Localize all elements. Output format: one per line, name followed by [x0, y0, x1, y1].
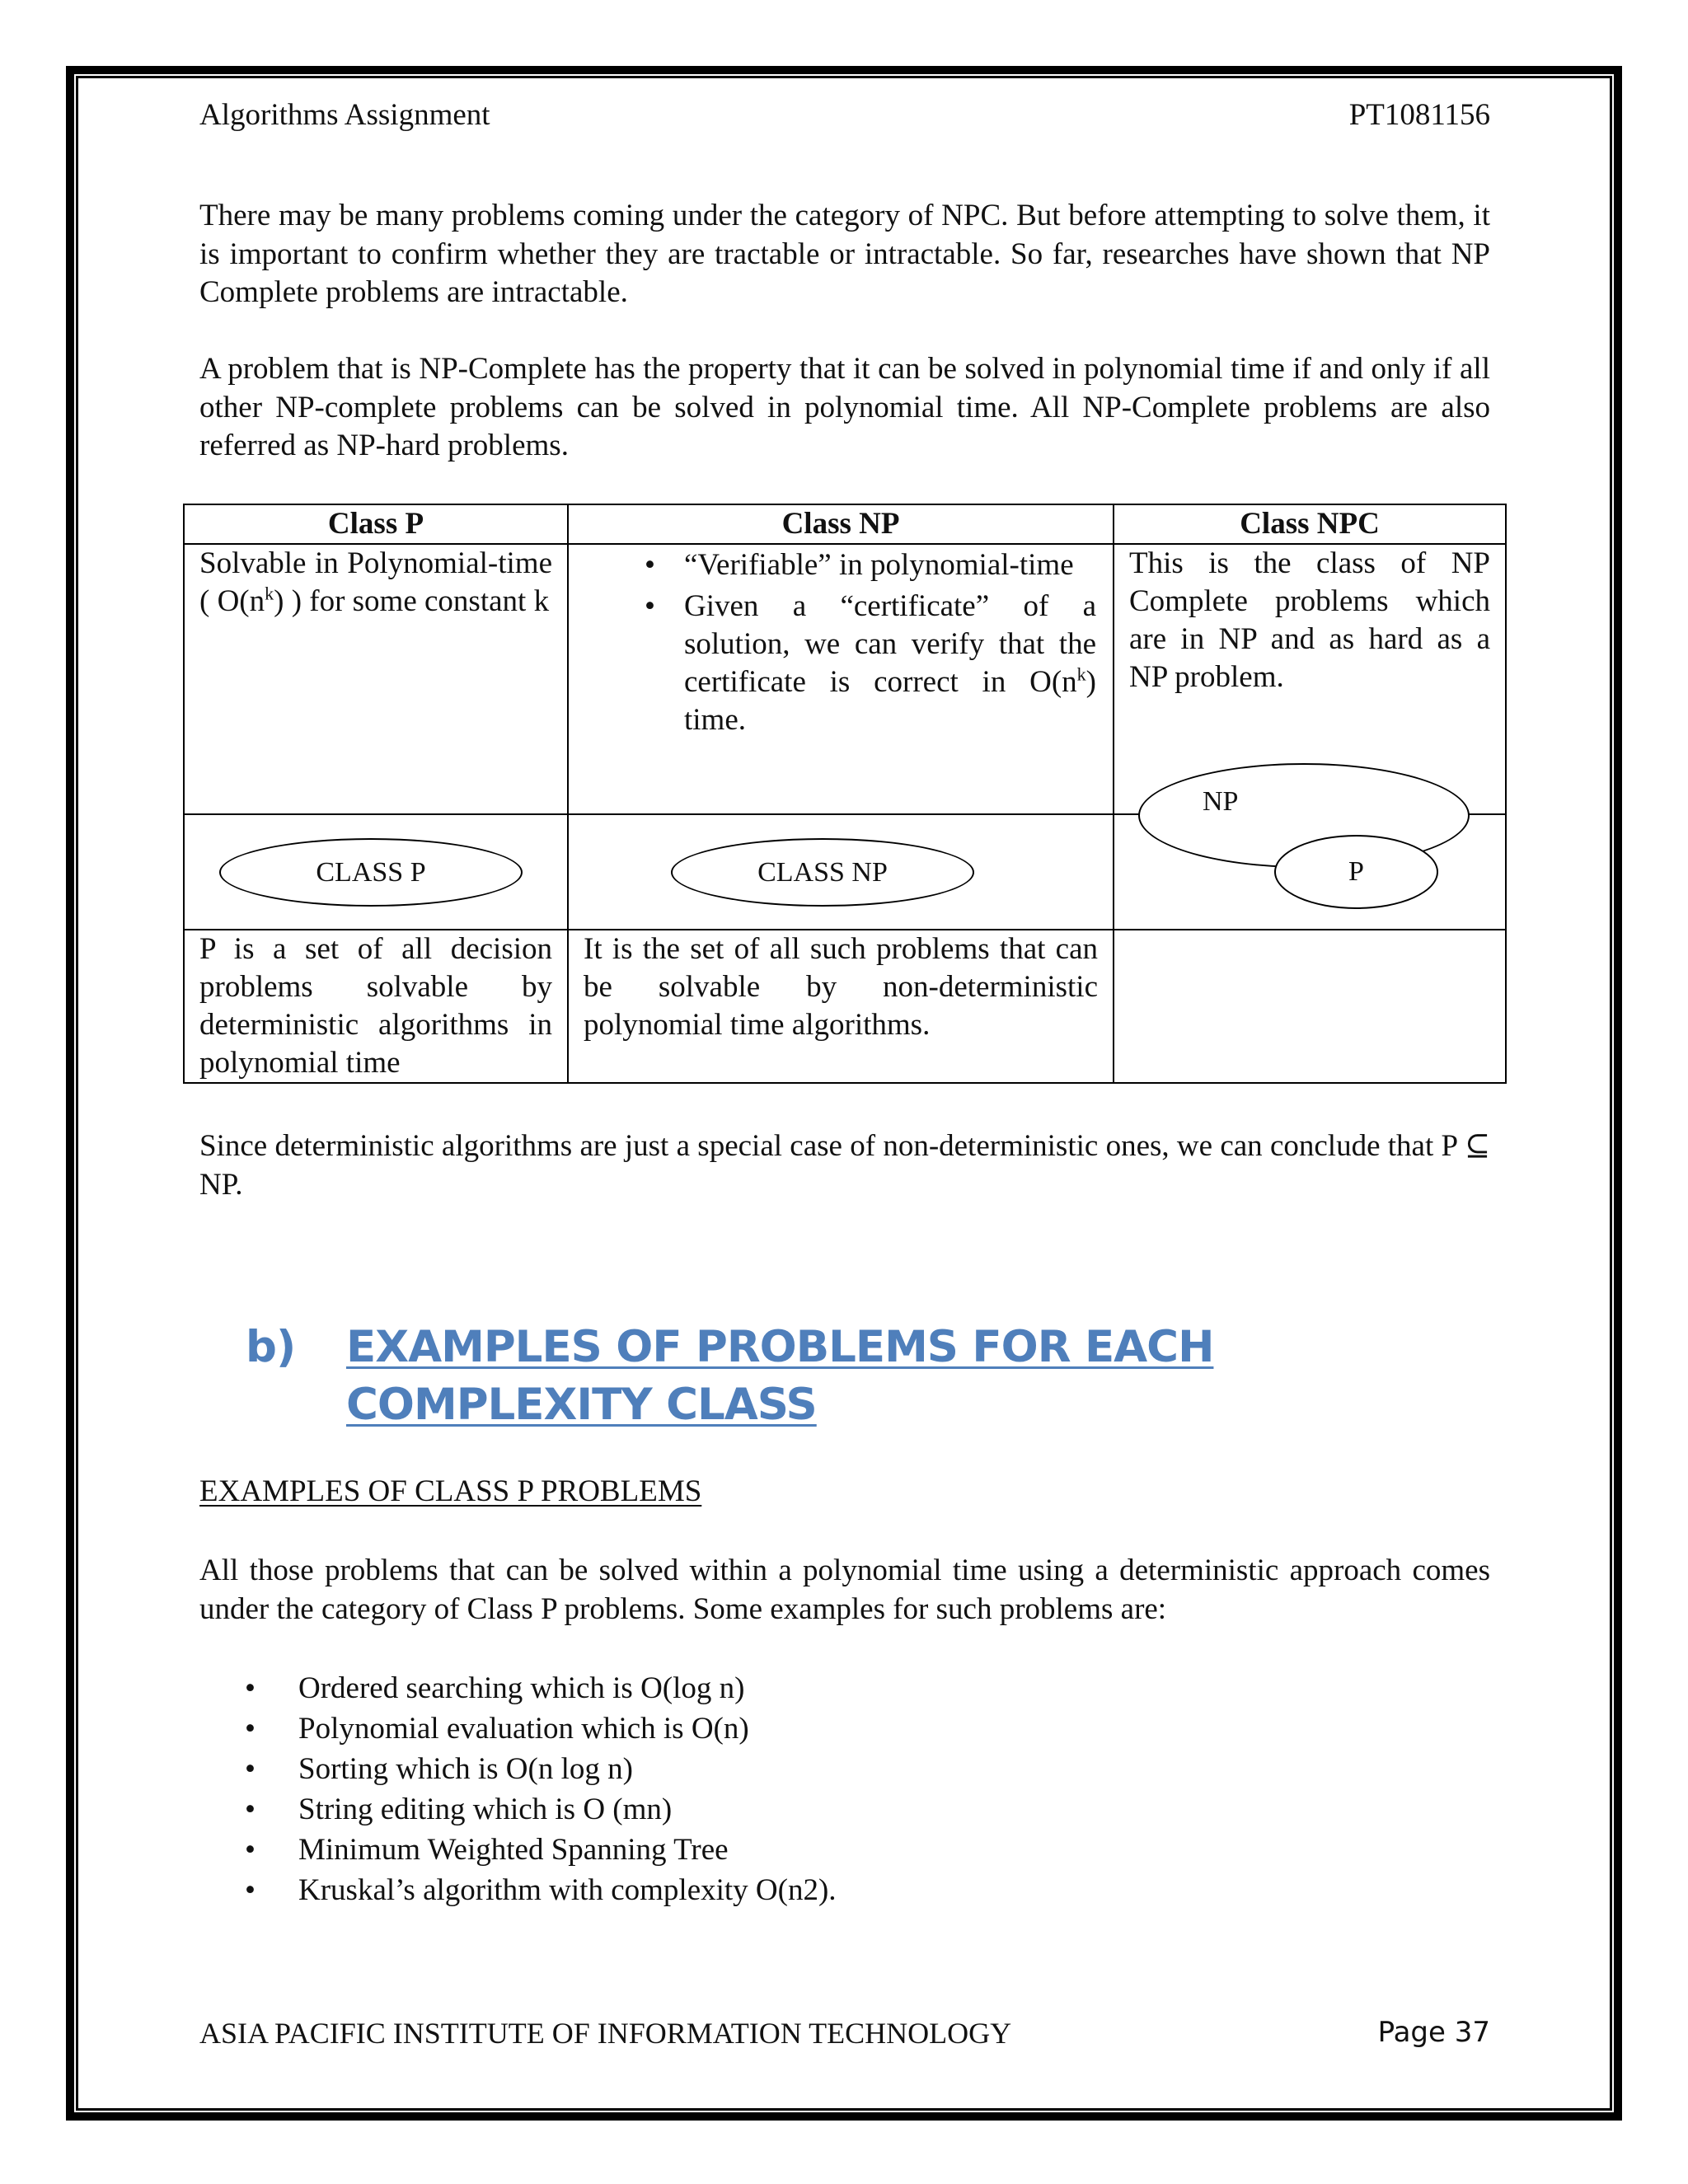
- table-header-row: [184, 504, 1506, 544]
- class-np-ellipse: CLASS NP: [671, 838, 974, 907]
- list-item: • Minimum Weighted Spanning Tree: [199, 1830, 837, 1870]
- class-npc-description: [1114, 930, 1506, 1083]
- npc-outer-ellipse-np: NP: [1138, 763, 1470, 868]
- bullet-dot: •: [245, 1712, 256, 1746]
- np-bullet-list: [584, 546, 1098, 739]
- class-p-examples-list: [199, 1668, 837, 1910]
- list-item: • Polynomial evaluation which is O(n): [199, 1708, 837, 1749]
- npc-inner-ellipse-p: P: [1274, 835, 1438, 909]
- bullet-dot: •: [245, 1873, 256, 1907]
- paragraph-npc-property: A problem that is NP-Complete has the property that it can be solved in polynomial time if and only if all other NP-complete problems can be solved in polynomial time. All NP-Complete problems are also referred as NP-hard problems.: [199, 352, 1490, 462]
- table-row-descriptions: [184, 930, 1506, 1083]
- section-title: EXAMPLES OF PROBLEMS FOR EACH COMPLEXITY CLASS: [346, 1322, 1214, 1430]
- header-student-id: PT1081156: [1348, 98, 1490, 132]
- bullet-dot: •: [245, 1671, 256, 1705]
- header-class-p: Class P: [184, 504, 568, 544]
- class-p-definition: Solvable in Polynomial-time ( $O(n^k)$ ) for some constant k: [184, 544, 568, 814]
- footer-institute: ASIA PACIFIC INSTITUTE OF INFORMATION TECHNOLOGY: [199, 2017, 1012, 2050]
- class-p-ellipse: CLASS P: [219, 838, 523, 907]
- list-item: • Sorting which is O(n log n): [199, 1749, 837, 1789]
- bullet-dot: •: [245, 1752, 256, 1786]
- section-number: b): [246, 1322, 296, 1372]
- class-np-description: It is the set of all such problems that can be solvable by non-deterministic polynomial time algorithms.: [568, 930, 1114, 1083]
- list-item: • String editing which is O (mn): [199, 1789, 837, 1830]
- bullet-dot: •: [645, 589, 655, 623]
- footer-page-number: Page 37: [1377, 2016, 1490, 2049]
- list-item: • “Verifiable” in polynomial-time: [584, 546, 1098, 584]
- list-item: • Given a “certificate” of a solution, we can verify that the certificate is correct in $O(n^k)$ time.: [645, 589, 1096, 737]
- class-p-diagram-cell: [184, 814, 568, 930]
- paragraph-npc-intro: There may be many problems coming under the category of NPC. But before attempting to solve them, it is important to confirm whether they are tractable or intractable. So far, researches have shown that NP Complete problems are intractable.: [199, 199, 1490, 309]
- class-p-description: P is a set of all decision problems solvable by deterministic algorithms in polynomial time: [184, 930, 568, 1083]
- bullet-dot: •: [245, 1793, 256, 1826]
- paragraph-class-p-intro: All those problems that can be solved within a polynomial time using a deterministic approach comes under the category of Class P problems. Some examples for such problems are:: [199, 1554, 1490, 1626]
- list-item: • Kruskal’s algorithm with complexity O(n2).: [199, 1870, 837, 1910]
- header-class-np: Class NP: [568, 504, 1114, 544]
- subsection-title: EXAMPLES OF CLASS P PROBLEMS: [199, 1474, 702, 1508]
- bullet-dot: •: [645, 548, 655, 582]
- bullet-dot: •: [245, 1833, 256, 1867]
- paragraph-conclusion: Since deterministic algorithms are just a special case of non-deterministic ones, we can conclude that P ⊆ NP.: [199, 1129, 1490, 1202]
- header-class-npc: Class NPC: [1114, 504, 1506, 544]
- class-np-definition: [568, 544, 1114, 814]
- class-np-diagram-cell: [568, 814, 1114, 930]
- list-item: • Ordered searching which is O(log n): [199, 1668, 837, 1708]
- subset-symbol: ⊆: [1464, 1129, 1490, 1163]
- header-title: Algorithms Assignment: [199, 98, 490, 132]
- class-npc-definition: This is the class of NP Complete problems which are in NP and as hard as a NP problem.: [1114, 544, 1506, 814]
